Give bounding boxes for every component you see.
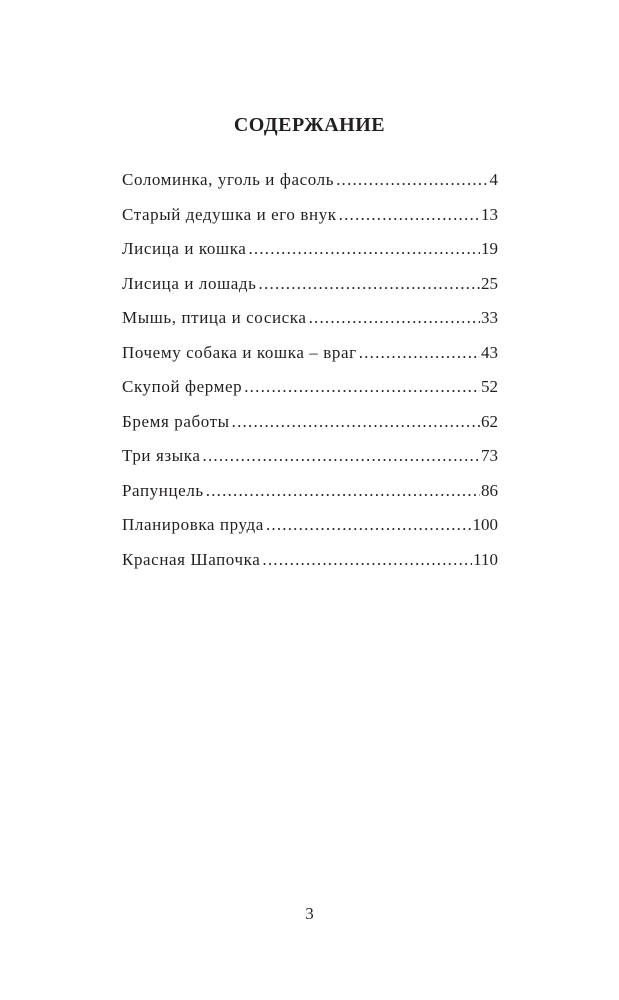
dot-leader (203, 446, 481, 466)
dot-leader (266, 515, 472, 535)
toc-entry-title: Скупой фермер (122, 377, 243, 396)
toc-entry-page: 25 (481, 273, 498, 293)
dot-leader (262, 550, 472, 570)
toc-entry[interactable] (122, 481, 498, 516)
toc-entry-title: Рапунцель (122, 480, 204, 500)
toc-entry[interactable] (122, 343, 498, 378)
dot-leader (309, 308, 480, 328)
dot-leader (248, 239, 480, 259)
toc-entry-title: Почему собака и кошка – враг (122, 342, 357, 362)
toc-entry-title: Старый дедушка и его внук (122, 204, 337, 224)
toc-entry-page: 62 (481, 411, 498, 431)
toc-title: СОДЕРЖАНИЕ (233, 114, 386, 136)
toc-entry-page: 13 (481, 204, 498, 224)
toc-entry-page: 52 (481, 377, 498, 396)
toc-entry[interactable] (122, 550, 498, 585)
toc-entry[interactable] (122, 170, 498, 205)
toc-entry[interactable] (122, 205, 498, 240)
toc-entry-title: Лисица и кошка (122, 239, 247, 258)
toc-entry-title: Бремя работы (122, 411, 230, 431)
toc-entry-title: Лисица и лошадь (122, 273, 257, 293)
toc-entry[interactable] (122, 446, 498, 481)
dot-leader (259, 274, 480, 294)
dot-leader (244, 377, 480, 397)
toc-entry[interactable] (122, 274, 498, 309)
toc-entry-page: 73 (481, 446, 498, 465)
dot-leader (339, 205, 480, 225)
page-number: 3 (305, 904, 314, 923)
toc-entry-page: 4 (489, 170, 498, 189)
dot-leader (232, 412, 480, 432)
table-of-contents (122, 170, 498, 584)
toc-entry-title: Планировка пруда (122, 515, 264, 534)
toc-entry-title: Три языка (122, 446, 201, 465)
toc-entry[interactable] (122, 239, 498, 274)
dot-leader (336, 170, 488, 190)
dot-leader (359, 343, 480, 363)
toc-entry[interactable] (122, 412, 498, 447)
dot-leader (206, 481, 480, 501)
toc-entry-page: 33 (481, 308, 498, 327)
toc-entry-page: 19 (481, 239, 498, 258)
toc-entry-page: 86 (481, 480, 498, 500)
toc-entry[interactable] (122, 308, 498, 343)
toc-entry-page: 43 (481, 342, 498, 362)
toc-entry[interactable] (122, 377, 498, 412)
toc-entry-page: 110 (473, 549, 498, 569)
toc-entry[interactable] (122, 515, 498, 550)
toc-entry-title: Соломинка, уголь и фасоль (122, 170, 335, 189)
toc-entry-page: 100 (472, 515, 498, 534)
toc-entry-title: Мышь, птица и сосиска (122, 308, 307, 327)
toc-entry-title: Красная Шапочка (122, 549, 261, 569)
